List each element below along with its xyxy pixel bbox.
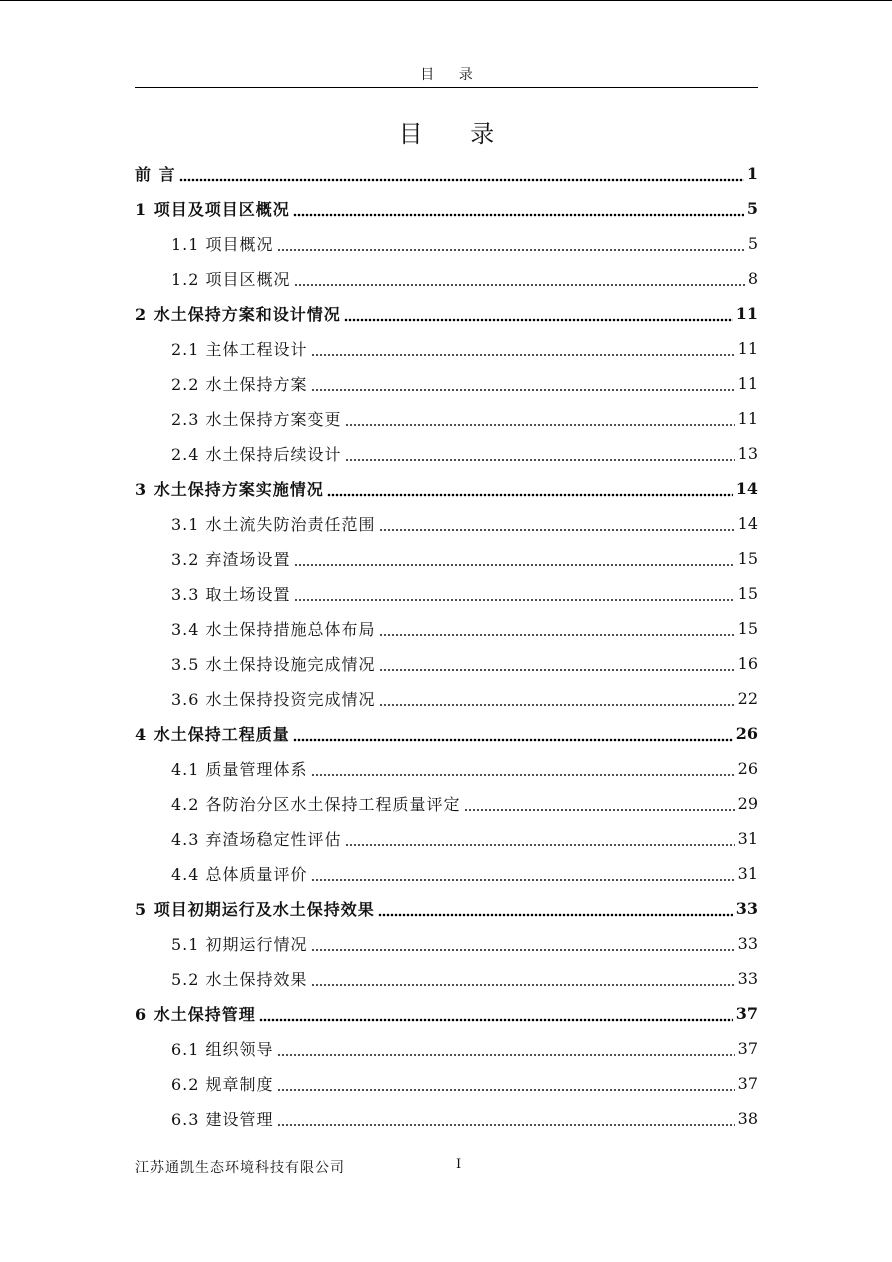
toc-subentry[interactable] [171,1066,758,1101]
toc-dot-leader [277,1101,735,1136]
toc-entry-page: 14 [735,479,758,498]
toc-entry-page: 14 [737,514,758,533]
top-border-line [0,0,892,1]
toc-entry-page: 37 [737,1074,758,1093]
toc-subentry[interactable] [171,856,758,891]
toc-entry-label: 3.6 水土保持投资完成情况 [171,690,376,709]
toc-entry-page: 33 [737,934,758,953]
toc-subentry[interactable] [171,541,758,576]
toc-entry-page: 33 [737,969,758,988]
toc-entry[interactable] [135,891,758,926]
toc-dot-leader [293,716,733,751]
toc-entry-page: 11 [737,374,758,393]
toc-entry-label: 5 项目初期运行及水土保持效果 [135,900,375,919]
toc-dot-leader [311,926,735,961]
toc-entry-label: 5.1 初期运行情况 [171,935,308,954]
toc-entry-label: 3.5 水土保持设施完成情况 [171,655,376,674]
toc-entry[interactable] [135,191,758,226]
toc-entry-page: 11 [737,409,758,428]
toc-entry-page: 11 [737,339,758,358]
toc-entry-page: 8 [747,269,758,288]
toc-entry-label: 2.3 水土保持方案变更 [171,410,342,429]
toc-subentry[interactable] [171,926,758,961]
toc-subentry[interactable] [171,401,758,436]
toc-entry-page: 5 [746,199,758,218]
toc-entry-label: 3.4 水土保持措施总体布局 [171,620,376,639]
toc-entry-label: 6.3 建设管理 [171,1110,274,1129]
toc-entry[interactable] [135,716,758,751]
toc-dot-leader [345,436,735,471]
toc-subentry[interactable] [171,1031,758,1066]
page-title: 目 录 [398,120,515,148]
toc-entry-label: 2.2 水土保持方案 [171,375,308,394]
toc-dot-leader [311,961,735,996]
toc-dot-leader [311,331,735,366]
toc-entry-page: 37 [737,1039,758,1058]
toc-entry-page: 1 [746,164,758,183]
toc-dot-leader [294,576,735,611]
toc-subentry[interactable] [171,646,758,681]
toc-dot-leader [344,296,733,331]
toc-entry-page: 16 [737,654,758,673]
toc-entry-label: 4.1 质量管理体系 [171,760,308,779]
toc-subentry[interactable] [171,961,758,996]
toc-entry-label: 3.3 取土场设置 [171,585,291,604]
toc-entry[interactable] [135,296,758,331]
toc-dot-leader [293,191,744,226]
toc-entry-page: 11 [735,304,758,323]
toc-dot-leader [294,261,745,296]
toc-entry-page: 22 [737,689,758,708]
toc-entry-label: 4.2 各防治分区水土保持工程质量评定 [171,795,461,814]
toc-subentry[interactable] [171,366,758,401]
toc-subentry[interactable] [171,751,758,786]
toc-dot-leader [277,1066,735,1101]
toc-entry-page: 5 [747,234,758,253]
toc-entry-page: 38 [737,1109,758,1128]
toc-entry-page: 15 [737,619,758,638]
toc-dot-leader [311,366,735,401]
toc-dot-leader [277,1031,735,1066]
toc-dot-leader [378,891,733,926]
toc-entry[interactable] [135,471,758,506]
toc-entry-label: 4 水土保持工程质量 [135,725,290,744]
toc-entry-label: 3.2 弃渣场设置 [171,550,291,569]
toc-entry-label: 3.1 水土流失防治责任范围 [171,515,376,534]
toc-dot-leader [379,646,735,681]
toc-dot-leader [327,471,733,506]
footer-page-number: I [456,1157,462,1172]
toc-subentry[interactable] [171,821,758,856]
running-header: 目 录 [420,67,483,83]
toc-dot-leader [179,156,744,191]
toc-entry-page: 26 [737,759,758,778]
toc-entry-label: 4.4 总体质量评价 [171,865,308,884]
toc-entry-label: 1.2 项目区概况 [171,270,291,289]
toc-subentry[interactable] [171,786,758,821]
toc-entry-label: 5.2 水土保持效果 [171,970,308,989]
toc-subentry[interactable] [171,226,758,261]
toc-entry-page: 29 [737,794,758,813]
toc-subentry[interactable] [171,576,758,611]
toc-entry-page: 15 [737,549,758,568]
toc-subentry[interactable] [171,331,758,366]
toc-dot-leader [294,541,735,576]
toc-subentry[interactable] [171,681,758,716]
toc-entry[interactable] [135,156,758,191]
toc-entry-label: 2.4 水土保持后续设计 [171,445,342,464]
toc-entry-page: 33 [735,899,758,918]
toc-entry-label: 1 项目及项目区概况 [135,200,290,219]
toc-dot-leader [311,856,735,891]
toc-entry-label: 1.1 项目概况 [171,235,274,254]
toc-subentry[interactable] [171,1101,758,1136]
toc-entry-label: 前 言 [135,165,176,184]
toc-entry-label: 6 水土保持管理 [135,1005,256,1024]
toc-subentry[interactable] [171,436,758,471]
toc-dot-leader [345,401,735,436]
toc-subentry[interactable] [171,611,758,646]
footer-company: 江苏通凯生态环境科技有限公司 [135,1160,345,1176]
toc-dot-leader [379,681,735,716]
toc-entry[interactable] [135,996,758,1031]
toc-entry-page: 31 [737,829,758,848]
toc-subentry[interactable] [171,261,758,296]
toc-entry-label: 2.1 主体工程设计 [171,340,308,359]
toc-entry-label: 3 水土保持方案实施情况 [135,480,324,499]
toc-entry-page: 26 [735,724,758,743]
toc-subentry[interactable] [171,506,758,541]
toc-entry-page: 31 [737,864,758,883]
toc-entry-page: 37 [735,1004,758,1023]
toc-dot-leader [464,786,735,821]
toc-entry-page: 15 [737,584,758,603]
toc-entry-label: 6.1 组织领导 [171,1040,274,1059]
toc-dot-leader [345,821,735,856]
toc-dot-leader [277,226,745,261]
toc-dot-leader [379,506,735,541]
toc-entry-label: 4.3 弃渣场稳定性评估 [171,830,342,849]
toc-dot-leader [311,751,735,786]
toc-dot-leader [259,996,733,1031]
header-divider [135,87,758,88]
toc-entry-page: 13 [737,444,758,463]
toc-entry-label: 2 水土保持方案和设计情况 [135,305,341,324]
toc-dot-leader [379,611,735,646]
toc-entry-label: 6.2 规章制度 [171,1075,274,1094]
